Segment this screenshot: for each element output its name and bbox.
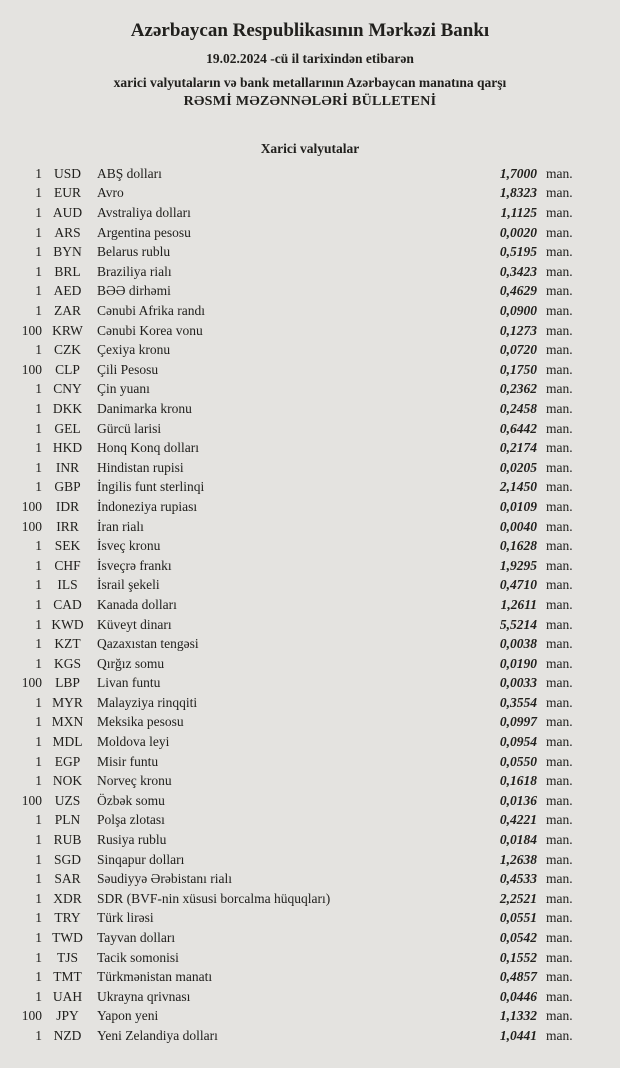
currency-unit: man. <box>546 714 573 730</box>
currency-rate: 1,7000 <box>499 165 537 181</box>
currency-rate: 0,1552 <box>499 949 537 965</box>
currency-rate: 0,0184 <box>499 832 537 848</box>
rate-row <box>18 262 581 282</box>
currency-name: Livan funtu <box>97 675 161 691</box>
currency-rate: 1,9295 <box>499 557 537 573</box>
currency-unit: man. <box>546 165 573 181</box>
currency-unit: man. <box>546 459 573 475</box>
currency-code: INR <box>55 459 80 475</box>
currency-quantity: 1 <box>35 303 42 318</box>
bulletin-header <box>0 0 620 110</box>
currency-rate: 0,0954 <box>499 734 537 750</box>
currency-quantity: 1 <box>35 636 42 652</box>
rate-row <box>18 948 581 968</box>
currency-unit: man. <box>546 400 573 416</box>
currency-code: GBP <box>54 479 81 495</box>
currency-rate: 0,4857 <box>499 969 537 985</box>
currency-quantity: 1 <box>35 655 42 671</box>
currency-name: Türkmənistan manatı <box>97 969 213 985</box>
currency-quantity: 100 <box>21 322 42 338</box>
rate-row <box>18 771 581 791</box>
currency-rate: 0,1628 <box>499 538 537 554</box>
currency-unit: man. <box>546 420 573 436</box>
currency-rate: 0,3554 <box>499 694 537 710</box>
rate-row <box>18 850 581 870</box>
currency-code: ZAR <box>54 303 81 318</box>
rate-row <box>18 889 581 909</box>
rate-row <box>18 458 581 478</box>
currency-name: İran rialı <box>97 518 144 534</box>
currency-name: Argentina pesosu <box>97 224 191 240</box>
currency-name: Cənubi Korea vonu <box>97 322 203 338</box>
rate-row <box>18 477 581 497</box>
currency-quantity: 1 <box>35 420 42 436</box>
currency-code: NZD <box>53 1027 82 1043</box>
currency-code: KRW <box>52 322 83 338</box>
rate-row <box>18 575 581 595</box>
currency-rate: 0,3423 <box>499 263 537 279</box>
currency-rate: 0,0020 <box>499 224 537 240</box>
currency-unit: man. <box>546 205 573 221</box>
currency-name: İsrail şekeli <box>97 577 160 593</box>
currency-rate: 0,0720 <box>499 342 537 358</box>
currency-name: Norveç kronu <box>97 773 172 789</box>
currency-rate: 5,5214 <box>499 616 537 632</box>
bank-title: Azərbaycan Respublikasının Mərkəzi Bankı <box>130 20 490 41</box>
currency-rate: 0,6442 <box>499 420 537 436</box>
currency-quantity: 1 <box>35 244 42 260</box>
currency-unit: man. <box>546 988 573 1004</box>
currency-unit: man. <box>546 263 573 279</box>
rate-row <box>18 321 581 341</box>
currency-name: Çin yuanı <box>97 381 150 397</box>
currency-rate: 0,0040 <box>499 518 537 534</box>
currency-code: ILS <box>57 577 78 593</box>
currency-rate: 0,5195 <box>499 244 537 260</box>
currency-unit: man. <box>546 694 573 710</box>
rate-row <box>18 419 581 439</box>
currency-quantity: 100 <box>21 675 42 691</box>
currency-name: Hindistan rupisi <box>97 459 184 475</box>
currency-code: MDL <box>52 734 83 750</box>
currency-quantity: 1 <box>35 694 42 710</box>
rate-row <box>18 340 581 360</box>
currency-quantity: 100 <box>21 498 42 514</box>
currency-name: Cənubi Afrika randı <box>97 303 205 318</box>
currency-name: Tacik somonisi <box>97 949 179 965</box>
currency-rate: 0,0446 <box>499 988 537 1004</box>
currency-code: HKD <box>52 440 83 456</box>
currency-quantity: 1 <box>35 557 42 573</box>
bulletin-subtitle: xarici valyutaların və bank metallarının Azərbaycan manatına qarşı <box>113 74 507 90</box>
currency-code: MYR <box>52 694 83 710</box>
currency-unit: man. <box>546 185 573 201</box>
currency-rate: 0,0109 <box>499 498 537 514</box>
currency-name: Çexiya kronu <box>97 342 171 358</box>
rate-row <box>18 654 581 674</box>
currency-quantity: 1 <box>35 969 42 985</box>
rate-row <box>18 281 581 301</box>
currency-unit: man. <box>546 557 573 573</box>
currency-code: CHF <box>54 557 81 573</box>
currency-code: KZT <box>54 636 81 652</box>
currency-name: İsveç kronu <box>97 538 161 554</box>
currency-quantity: 1 <box>35 988 42 1004</box>
currency-name: ABŞ dolları <box>97 165 162 181</box>
currency-name: Polşa zlotası <box>97 812 165 828</box>
currency-unit: man. <box>546 851 573 867</box>
currency-rate: 0,0190 <box>499 655 537 671</box>
currency-code: KGS <box>53 655 81 671</box>
rate-row <box>18 497 581 517</box>
currency-rate: 0,4533 <box>499 871 537 887</box>
currency-unit: man. <box>546 734 573 750</box>
currency-name: İndoneziya rupiası <box>97 498 198 514</box>
rate-row <box>18 1026 581 1046</box>
currency-quantity: 1 <box>35 440 42 456</box>
currency-name: Belarus rublu <box>97 244 171 260</box>
rate-row <box>18 399 581 419</box>
currency-name: Qazaxıstan tengəsi <box>97 636 199 652</box>
currency-code: RUB <box>53 832 82 848</box>
currency-unit: man. <box>546 792 573 808</box>
currency-unit: man. <box>546 675 573 691</box>
currency-rate: 0,0038 <box>499 636 537 652</box>
currency-unit: man. <box>546 498 573 514</box>
currency-name: Braziliya rialı <box>97 263 172 279</box>
currency-code: ARS <box>54 224 81 240</box>
currency-name: Ukrayna qrivnası <box>97 988 191 1004</box>
rate-row <box>18 615 581 635</box>
currency-name: Misir funtu <box>97 753 159 769</box>
currency-unit: man. <box>546 930 573 945</box>
currency-name: Sinqapur dolları <box>97 851 185 867</box>
currency-unit: man. <box>546 596 573 612</box>
rate-row <box>18 360 581 380</box>
currency-quantity: 1 <box>35 459 42 475</box>
currency-name: Rusiya rublu <box>97 832 167 848</box>
rate-row <box>18 438 581 458</box>
currency-name: Səudiyyə Ərəbistanı rialı <box>97 871 232 887</box>
currency-quantity: 1 <box>35 577 42 593</box>
currency-name: Tayvan dolları <box>97 930 176 945</box>
currency-quantity: 1 <box>35 342 42 358</box>
currency-rate: 0,4629 <box>499 283 537 299</box>
currency-name: Honq Konq dolları <box>97 440 199 456</box>
currency-rate: 0,4710 <box>499 577 537 593</box>
currency-rate: 2,2521 <box>499 890 537 906</box>
currency-unit: man. <box>546 773 573 789</box>
currency-rate: 0,1750 <box>499 361 537 377</box>
currency-code: MXN <box>51 714 84 730</box>
currency-name: Avstraliya dolları <box>97 205 191 221</box>
currency-rate: 1,1332 <box>499 1008 537 1024</box>
currency-quantity: 1 <box>35 224 42 240</box>
currency-code: CZK <box>54 342 81 358</box>
rate-row <box>18 987 581 1007</box>
currency-name: Yeni Zelandiya dolları <box>97 1027 218 1043</box>
currency-code: UAH <box>52 988 83 1004</box>
currency-name: Danimarka kronu <box>97 400 192 416</box>
currency-rate: 0,0136 <box>499 792 537 808</box>
currency-code: TRY <box>54 910 81 926</box>
rate-row <box>18 830 581 850</box>
currency-quantity: 1 <box>35 263 42 279</box>
currency-code: TMT <box>53 969 82 985</box>
currency-unit: man. <box>546 244 573 260</box>
currency-code: TWD <box>52 930 83 945</box>
currency-rate: 0,0997 <box>499 714 537 730</box>
rate-row <box>18 242 581 262</box>
currency-unit: man. <box>546 949 573 965</box>
currency-name: İngilis funt sterlinqi <box>97 479 205 495</box>
currency-name: Kanada dolları <box>97 596 177 612</box>
currency-code: NOK <box>52 773 83 789</box>
effective-date-line: 19.02.2024 -cü il tarixindən etibarən <box>206 50 414 66</box>
currency-quantity: 1 <box>35 616 42 632</box>
rate-row <box>18 556 581 576</box>
currency-code: CNY <box>53 381 82 397</box>
currency-quantity: 1 <box>35 753 42 769</box>
currency-quantity: 1 <box>35 773 42 789</box>
currency-name: Küveyt dinarı <box>97 616 172 632</box>
currency-unit: man. <box>546 518 573 534</box>
currency-rate: 1,2638 <box>499 851 537 867</box>
currency-rate: 0,1618 <box>499 773 537 789</box>
bulletin-title: RƏSMİ MƏZƏNNƏLƏRİ BÜLLETENİ <box>183 93 437 109</box>
currency-rate: 0,0550 <box>499 753 537 769</box>
currency-rate: 0,0542 <box>499 930 537 945</box>
currency-rate: 1,0441 <box>499 1027 537 1043</box>
currency-code: LBP <box>55 675 80 691</box>
currency-name: Moldova leyi <box>97 734 170 750</box>
currency-unit: man. <box>546 890 573 906</box>
exchange-rates-table <box>18 164 581 1046</box>
currency-quantity: 1 <box>35 910 42 926</box>
currency-unit: man. <box>546 1027 573 1043</box>
currency-quantity: 1 <box>35 165 42 181</box>
currency-code: CAD <box>53 596 82 612</box>
currency-name: Gürcü larisi <box>97 420 162 436</box>
currency-code: BYN <box>53 244 82 260</box>
currency-rate: 0,2458 <box>499 400 537 416</box>
currency-code: TJS <box>56 949 78 965</box>
rate-row <box>18 673 581 693</box>
currency-code: IRR <box>56 518 79 534</box>
currency-name: Meksika pesosu <box>97 714 184 730</box>
rate-row <box>18 536 581 556</box>
currency-unit: man. <box>546 910 573 926</box>
rate-row <box>18 712 581 732</box>
currency-quantity: 1 <box>35 479 42 495</box>
currency-unit: man. <box>546 1008 573 1024</box>
currency-rate: 1,8323 <box>499 185 537 201</box>
currency-unit: man. <box>546 871 573 887</box>
currency-code: SAR <box>54 871 81 887</box>
currency-code: BRL <box>54 263 81 279</box>
rate-row <box>18 732 581 752</box>
currency-unit: man. <box>546 381 573 397</box>
currency-quantity: 1 <box>35 381 42 397</box>
currency-quantity: 1 <box>35 871 42 887</box>
currency-quantity: 100 <box>21 361 42 377</box>
currency-code: UZS <box>54 792 81 808</box>
rate-row <box>18 810 581 830</box>
currency-quantity: 1 <box>35 205 42 221</box>
currency-quantity: 100 <box>21 792 42 808</box>
section-title-foreign-currencies: Xarici valyutalar <box>260 140 360 156</box>
currency-code: GEL <box>54 420 81 436</box>
currency-rate: 0,2362 <box>499 381 537 397</box>
currency-code: SEK <box>54 538 81 554</box>
currency-code: EUR <box>54 185 81 201</box>
currency-name: Malayziya rinqqiti <box>97 694 198 710</box>
currency-unit: man. <box>546 969 573 985</box>
rate-row <box>18 1006 581 1026</box>
currency-unit: man. <box>546 655 573 671</box>
currency-unit: man. <box>546 224 573 240</box>
rate-row <box>18 869 581 889</box>
currency-code: JPY <box>56 1008 79 1024</box>
rate-row <box>18 908 581 928</box>
rate-row <box>18 967 581 987</box>
rate-row <box>18 223 581 243</box>
currency-rate: 2,1450 <box>499 479 537 495</box>
rate-row <box>18 183 581 203</box>
rate-row <box>18 595 581 615</box>
currency-name: Qırğız somu <box>97 655 165 671</box>
currency-unit: man. <box>546 361 573 377</box>
currency-unit: man. <box>546 753 573 769</box>
currency-unit: man. <box>546 812 573 828</box>
currency-name: SDR (BVF-nin xüsusi borcalma hüquqları) <box>97 890 331 906</box>
currency-quantity: 1 <box>35 400 42 416</box>
currency-rate: 1,2611 <box>500 596 537 612</box>
currency-unit: man. <box>546 832 573 848</box>
currency-rate: 0,0033 <box>499 675 537 691</box>
currency-quantity: 1 <box>35 538 42 554</box>
currency-rate: 0,0205 <box>499 459 537 475</box>
currency-code: XDR <box>53 890 82 906</box>
currency-code: AUD <box>52 205 83 221</box>
currency-code: EGP <box>54 753 81 769</box>
currency-quantity: 1 <box>35 283 42 299</box>
currency-quantity: 1 <box>35 812 42 828</box>
currency-unit: man. <box>546 303 573 318</box>
currency-code: KWD <box>51 616 84 632</box>
currency-name: Yapon yeni <box>97 1008 159 1024</box>
rate-row <box>18 791 581 811</box>
currency-name: İsveçrə frankı <box>97 557 172 573</box>
currency-quantity: 1 <box>35 949 42 965</box>
currency-name: Çili Pesosu <box>97 361 159 377</box>
currency-code: SGD <box>53 851 81 867</box>
currency-unit: man. <box>546 342 573 358</box>
currency-code: CLP <box>55 361 80 377</box>
currency-unit: man. <box>546 616 573 632</box>
currency-quantity: 1 <box>35 851 42 867</box>
currency-quantity: 1 <box>35 596 42 612</box>
rate-row <box>18 517 581 537</box>
rate-row <box>18 752 581 772</box>
currency-rate: 0,0551 <box>499 910 537 926</box>
currency-code: IDR <box>55 498 80 514</box>
rate-row <box>18 164 581 184</box>
currency-name: Avro <box>97 185 124 201</box>
rate-row <box>18 379 581 399</box>
currency-rate: 1,1125 <box>500 205 537 221</box>
currency-unit: man. <box>546 479 573 495</box>
currency-unit: man. <box>546 283 573 299</box>
currency-unit: man. <box>546 322 573 338</box>
currency-quantity: 1 <box>35 185 42 201</box>
rate-row <box>18 203 581 223</box>
currency-unit: man. <box>546 577 573 593</box>
rate-row <box>18 634 581 654</box>
currency-rate: 0,2174 <box>499 440 537 456</box>
currency-quantity: 1 <box>35 930 42 945</box>
currency-quantity: 100 <box>21 1008 42 1024</box>
currency-code: DKK <box>52 400 83 416</box>
currency-quantity: 1 <box>35 734 42 750</box>
currency-unit: man. <box>546 636 573 652</box>
currency-quantity: 100 <box>21 518 42 534</box>
currency-name: Özbək somu <box>97 792 165 808</box>
currency-quantity: 1 <box>35 1027 42 1043</box>
rate-row <box>18 301 581 321</box>
currency-code: PLN <box>54 812 81 828</box>
rate-row <box>18 928 581 948</box>
currency-name: Türk lirəsi <box>97 910 154 926</box>
currency-unit: man. <box>546 538 573 554</box>
currency-code: AED <box>53 283 82 299</box>
rate-row <box>18 693 581 713</box>
currency-name: BƏƏ dirhəmi <box>97 283 171 299</box>
currency-code: USD <box>53 165 81 181</box>
currency-rate: 0,0900 <box>499 303 537 318</box>
currency-rate: 0,4221 <box>499 812 537 828</box>
currency-rate: 0,1273 <box>499 322 537 338</box>
currency-quantity: 1 <box>35 890 42 906</box>
currency-quantity: 1 <box>35 714 42 730</box>
currency-unit: man. <box>546 440 573 456</box>
currency-quantity: 1 <box>35 832 42 848</box>
